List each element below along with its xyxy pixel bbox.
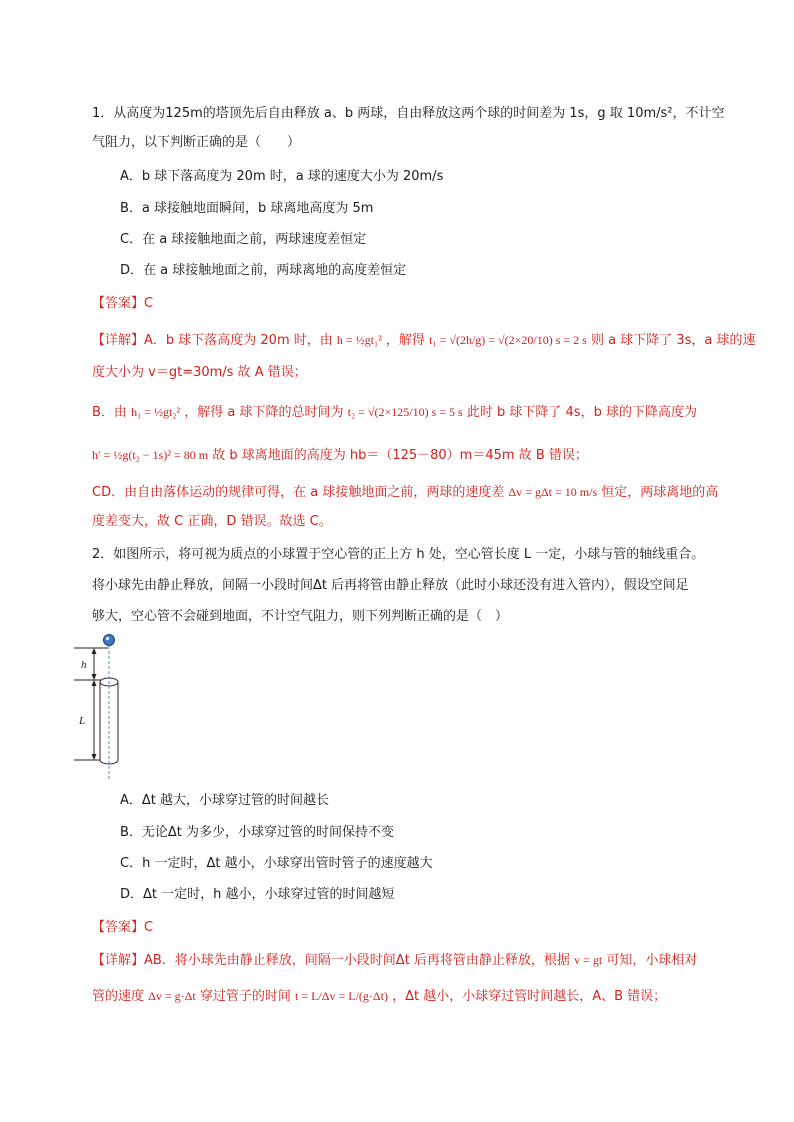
q2-detail-formula3: t = L/Δv = L/(g·Δt) xyxy=(294,989,388,1003)
L-label: L xyxy=(79,715,86,727)
L-arrow-bottom-icon xyxy=(92,754,97,760)
q1-detail-cd-text2: 恒定，两球离地的高 xyxy=(601,485,719,500)
q2-option-d: D．Δt 一定时，h 越小，小球穿过管的时间越短 xyxy=(120,887,395,902)
q1-detail-a-line2: 度大小为 v＝gt=30m/s 故 A 错误； xyxy=(92,365,307,380)
h-label: h xyxy=(81,659,87,671)
q1-detail-b-formula3: h′ = ½g(t₂ − 1s)² = 80 m xyxy=(92,448,209,462)
q1-detail-b-formula1: h₁ = ½gt₂² xyxy=(131,405,181,419)
ball-icon xyxy=(104,635,115,646)
q1-detail-cd-text1: CD．由自由落体运动的规律可得，在 a 球接触地面之前，两球的速度差 xyxy=(92,485,505,500)
q1-detail-cd-line1 xyxy=(92,482,718,503)
q1-stem-line2: 气阻力，以下判断正确的是（ ） xyxy=(92,135,301,150)
q2-option-b: B．无论Δt 为多少，小球穿过管的时间保持不变 xyxy=(120,825,395,840)
q1-option-d: D．在 a 球接触地面之前，两球离地的高度差恒定 xyxy=(120,263,407,278)
q2-answer: 【答案】C xyxy=(92,920,154,935)
q1-detail-b-line2 xyxy=(92,445,588,466)
q2-detail-line2-text3: ，Δt 越小，小球穿过管时间越长，A、B 错误； xyxy=(392,989,667,1004)
q1-option-c: C．在 a 球接触地面之前，两球速度差恒定 xyxy=(120,232,367,247)
q2-detail-line2-text1: 管的速度 xyxy=(92,989,145,1004)
q1-detail-a-line1 xyxy=(92,330,756,351)
q2-option-c: C．h 一定时，Δt 越小，小球穿出管时管子的速度越大 xyxy=(120,856,433,871)
q1-detail-b-text1: B．由 xyxy=(92,405,127,420)
ball-tube-figure xyxy=(70,630,140,780)
q1-detail-b-formula2: t₂ = √(2×125/10) s = 5 s xyxy=(347,405,463,419)
q1-detail-a-text1: 【详解】A．b 球下落高度为 20m 时，由 xyxy=(92,333,333,348)
h-arrow-bottom-icon xyxy=(92,674,97,680)
h-arrow-top-icon xyxy=(92,648,97,654)
q1-detail-a-formula1: h = ½gt₁² xyxy=(336,333,382,347)
q1-detail-cd-formula: Δv = gΔt = 10 m/s xyxy=(508,485,598,499)
q1-stem-line1: 1．从高度为125m的塔顶先后自由释放 a、b 两球，自由释放这两个球的时间差为 1s，g 取 10m/s²，不计空 xyxy=(92,106,725,121)
q2-detail-line1 xyxy=(92,950,697,971)
q1-detail-b-text4: 故 b 球离地面的高度为 hb＝（125－80）m＝45m 故 B 错误； xyxy=(212,448,588,463)
L-arrow-top-icon xyxy=(92,680,97,686)
q1-detail-a-text2: ，解得 xyxy=(385,333,425,348)
q1-detail-a-text3: 则 a 球下降了 3s，a 球的速 xyxy=(590,333,756,348)
q2-stem-line1: 2．如图所示，将可视为质点的小球置于空心管的正上方 h 处，空心管长度 L 一定，小球与管的轴线重合。 xyxy=(92,547,705,562)
q2-option-a: A．Δt 越大，小球穿过管的时间越长 xyxy=(120,793,330,808)
q2-detail-formula1: v = gt xyxy=(574,953,603,967)
q1-answer: 【答案】C xyxy=(92,296,154,311)
q1-detail-a-formula2: t₁ = √(2h/g) = √(2×20/10) s = 2 s xyxy=(429,333,587,347)
q2-detail-formula2: Δv = g·Δt xyxy=(148,989,196,1003)
q2-stem-line3: 够大，空心管不会碰到地面，不计空气阻力，则下列判断正确的是（ ） xyxy=(92,609,509,624)
q1-option-a: A．b 球下落高度为 20m 时，a 球的速度大小为 20m/s xyxy=(120,169,444,184)
q1-detail-cd-line2: 度差变大，故 C 正确，D 错误。故选 C。 xyxy=(92,514,332,529)
q1-option-b: B．a 球接触地面瞬间，b 球离地高度为 5m xyxy=(120,201,374,216)
q2-stem-line2: 将小球先由静止释放，间隔一小段时间Δt 后再将管由静止释放（此时小球还没有进入管内），假设空间足 xyxy=(92,578,689,593)
q2-detail-text2: 可知，小球相对 xyxy=(606,953,698,968)
q2-detail-line2 xyxy=(92,986,666,1007)
q1-detail-b-text3: 此时 b 球下降了 4s，b 球的下降高度为 xyxy=(466,405,697,420)
ball-highlight xyxy=(106,637,110,641)
q1-detail-b-line1 xyxy=(92,402,697,423)
q2-detail-line2-text2: 穿过管子的时间 xyxy=(199,989,291,1004)
q1-detail-b-text2: ，解得 a 球下降的总时间为 xyxy=(184,405,344,420)
q2-detail-text1: 【详解】AB．将小球先由静止释放，间隔一小段时间Δt 后再将管由静止释放，根据 xyxy=(92,953,570,968)
